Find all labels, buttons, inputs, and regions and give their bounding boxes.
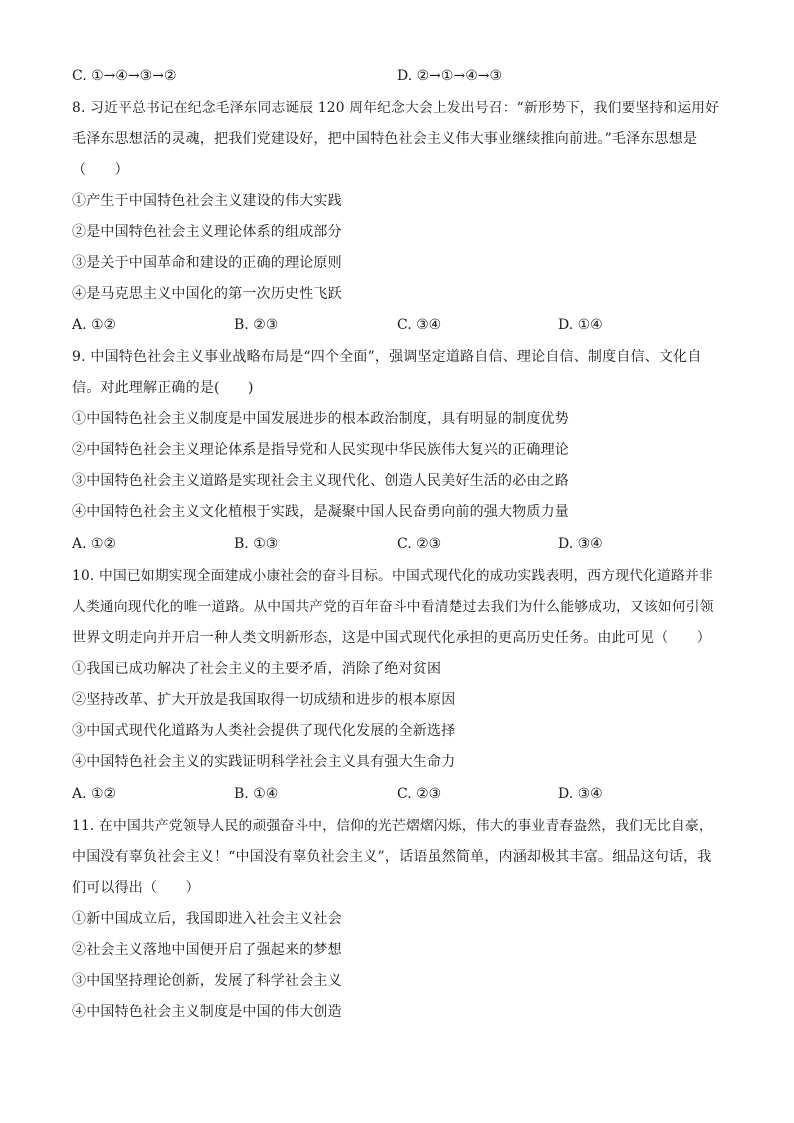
q9-option-c: C. ②③ <box>397 536 442 552</box>
q8-item-2: ②是中国特色社会主义理论体系的组成部分 <box>72 224 342 240</box>
q8-option-b: B. ②③ <box>234 317 279 333</box>
q10-item-2: ②坚持改革、扩大开放是我国取得一切成绩和进步的根本原因 <box>72 692 456 708</box>
q8-option-d: D. ①④ <box>558 317 603 333</box>
q11-item-2: ②社会主义落地中国便开启了强起来的梦想 <box>72 942 342 958</box>
q9-stem-line-2: 信。对此理解正确的是( ) <box>72 380 254 396</box>
q11-stem-line-2: 中国没有辜负社会主义！“中国没有辜负社会主义”，话语虽然简单，内涵却极其丰富。细品这句话，我 <box>72 849 712 865</box>
top-option-c: C. ①→④→③→② <box>72 68 177 84</box>
q10-stem-line-1: 10. 中国已如期实现全面建成小康社会的奋斗目标。中国式现代化的成功实践表明，西方现代化道路并非 <box>72 568 713 584</box>
q10-option-d: D. ③④ <box>558 786 603 802</box>
q9-item-1: ①中国特色社会主义制度是中国发展进步的根本政治制度，具有明显的制度优势 <box>72 411 569 427</box>
q8-option-c: C. ③④ <box>397 317 442 333</box>
q10-option-c: C. ②③ <box>397 786 442 802</box>
q10-item-1: ①我国已成功解决了社会主义的主要矛盾，消除了绝对贫困 <box>72 661 442 677</box>
q9-option-d: D. ③④ <box>558 536 603 552</box>
q11-stem-line-3: 们可以得出（ ） <box>72 880 200 896</box>
q8-item-1: ①产生于中国特色社会主义建设的伟大实践 <box>72 193 342 209</box>
q9-item-3: ③中国特色社会主义道路是实现社会主义现代化、创造人民美好生活的必由之路 <box>72 473 569 489</box>
q9-stem-line-1: 9. 中国特色社会主义事业战略布局是“四个全面”，强调坚定道路自信、理论自信、制度自信、文化自 <box>72 349 702 365</box>
q11-item-4: ④中国特色社会主义制度是中国的伟大创造 <box>72 1004 342 1020</box>
q8-item-3: ③是关于中国革命和建设的正确的理论原则 <box>72 255 342 271</box>
q10-item-4: ④中国特色社会主义的实践证明科学社会主义具有强大生命力 <box>72 754 456 770</box>
q8-item-4: ④是马克思主义中国化的第一次历史性飞跃 <box>72 286 342 302</box>
q10-stem-line-2: 人类通向现代化的唯一道路。从中国共产党的百年奋斗中看清楚过去我们为什么能够成功，又该如何引领 <box>72 599 714 615</box>
q10-option-b: B. ①④ <box>234 786 279 802</box>
q9-item-4: ④中国特色社会主义文化植根于实践，是凝聚中国人民奋勇向前的强大物质力量 <box>72 504 569 520</box>
q11-stem-line-1: 11. 在中国共产党领导人民的顽强奋斗中，信仰的光芒熠熠闪烁，伟大的事业青春盎然，我们无比自豪， <box>72 818 713 834</box>
q11-item-3: ③中国坚持理论创新，发展了科学社会主义 <box>72 973 342 989</box>
q10-option-a: A. ①② <box>72 786 117 802</box>
q10-stem-line-3: 世界文明走向并开启一种人类文明新形态，这是中国式现代化承担的更高历史任务。由此可见（ ） <box>72 630 711 646</box>
q9-item-2: ②中国特色社会主义理论体系是指导党和人民实现中华民族伟大复兴的正确理论 <box>72 442 569 458</box>
q10-item-3: ③中国式现代化道路为人类社会提供了现代化发展的全新选择 <box>72 723 456 739</box>
q11-item-1: ①新中国成立后，我国即进入社会主义社会 <box>72 911 342 927</box>
q9-option-b: B. ①③ <box>234 536 279 552</box>
q8-stem-line-3: （ ） <box>72 162 129 178</box>
q8-option-a: A. ①② <box>72 317 117 333</box>
q8-stem-line-2: 毛泽东思想活的灵魂，把我们党建设好，把中国特色社会主义伟大事业继续推向前进。”毛泽东思想是 <box>72 131 698 147</box>
q9-option-a: A. ①② <box>72 536 117 552</box>
top-option-d: D. ②→①→④→③ <box>397 68 503 84</box>
q8-stem-line-1: 8. 习近平总书记在纪念毛泽东同志诞辰 120 周年纪念大会上发出号召：“新形势下，我们要坚持和运用好 <box>72 100 720 116</box>
